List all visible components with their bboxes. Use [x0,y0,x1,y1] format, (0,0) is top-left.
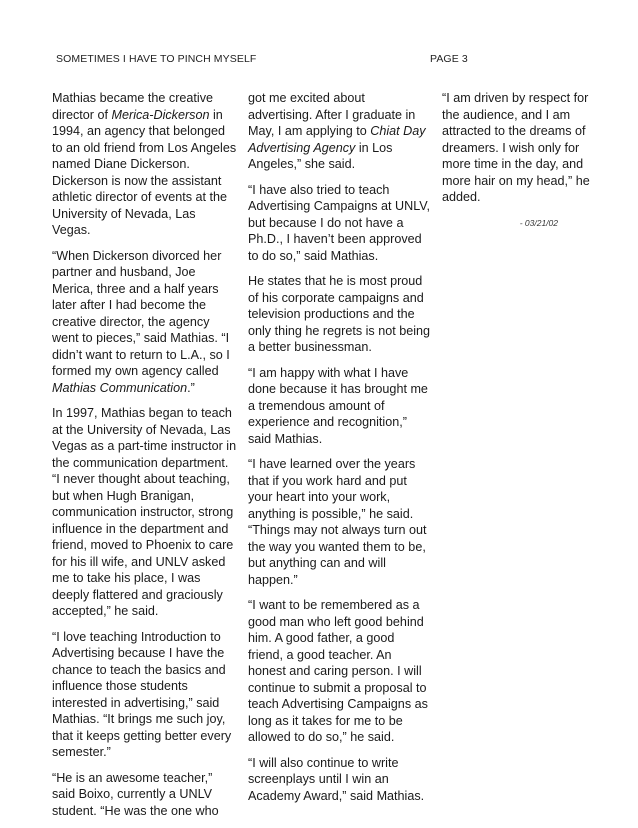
italic-run: Merica-Dickerson [111,107,210,122]
text-run: in Los Angeles,” she said. [248,140,393,171]
paragraph [248,90,432,173]
paragraph: In 1997, Mathias began to teach at the University of Nevada, Las Vegas as a part-time instructor in the communication department. “I never thought about teaching, but when Hugh Branigan, communication instructor, strong influence in the department and friend, moved to Phoenix to care for his ill wife, and UNLV asked me to take his place, I was deeply flattered and graciously accepted,” he said. [52,406,237,618]
paragraph: “I am happy with what I have done because it has brought me a tremendous amount of experience and recognition,” said Mathias. [248,365,428,446]
text-run: “When Dickerson divorced her partner and husband, Joe Merica, three and a half years later after I had become the creative director, the agency went to pieces,” said Mathias. “I didn’t want to return to L.A., so I formed my own agency called [52,248,230,378]
article-date: - 03/21/02 [519,217,558,228]
text-run: got me excited about advertising. After I graduate in May, I am applying to [248,91,416,138]
italic-run: Chiat Day Advertising Agency [248,124,426,155]
running-header [56,53,476,65]
column-1 [52,90,237,828]
page-number: PAGE 3 [430,53,468,65]
paragraph: “I love teaching Introduction to Advertising because I have the chance to teach the basics and influence those students interested in advertising,” said Mathias. “It brings me such joy, that it keeps getting better every semester.” [52,629,232,759]
text-run: Mathias became the creative director of [52,91,214,122]
column-2 [248,90,432,813]
italic-run: Mathias Communication [52,380,188,395]
text-run: .” [187,380,195,395]
paragraph: “I am driven by respect for the audience, and I am attracted to the dreams of dreamers. I wish only for more time in the day, and more hair on my head,” he added. [442,91,590,204]
column-3 [442,90,592,231]
header-title: SOMETIMES I HAVE TO PINCH MYSELF [56,53,257,65]
text-run: in 1994, an agency that belonged to an old friend from Los Angeles named Diane Dickerson. Dickerson is now the assistant athletic director of events at the University of Nevada, Las Vegas. [52,107,237,237]
paragraph: “I have also tried to teach Advertising Campaigns at UNLV, but because I do not have a Ph.D., I haven’t been approved to do so,” said Mathias. [248,182,430,263]
paragraph: He states that he is most proud of his corporate campaigns and television productions and the only thing he regrets is not being a better businessman. [248,274,431,354]
paragraph: “He is an awesome teacher,” said Boixo, currently a UNLV student. “He was the one who [52,770,219,818]
paragraph: “I have learned over the years that if you work hard and put your heart into your work, anything is possible,” he said. “Things may not always turn out the way you wanted them to be, but anything can and will happen.” [248,457,427,587]
paragraph: “I want to be remembered as a good man who left good behind him. A good father, a good friend, a good teacher. An honest and caring person. I will continue to submit a proposal to teach Advertising Campaigns as long as it takes for me to be allowed to do so,” he said. [248,598,428,744]
paragraph [52,248,237,397]
paragraph: “I will also continue to write screenplays until I win an Academy Award,” said Mathias. [248,755,425,803]
paragraph [52,90,237,239]
